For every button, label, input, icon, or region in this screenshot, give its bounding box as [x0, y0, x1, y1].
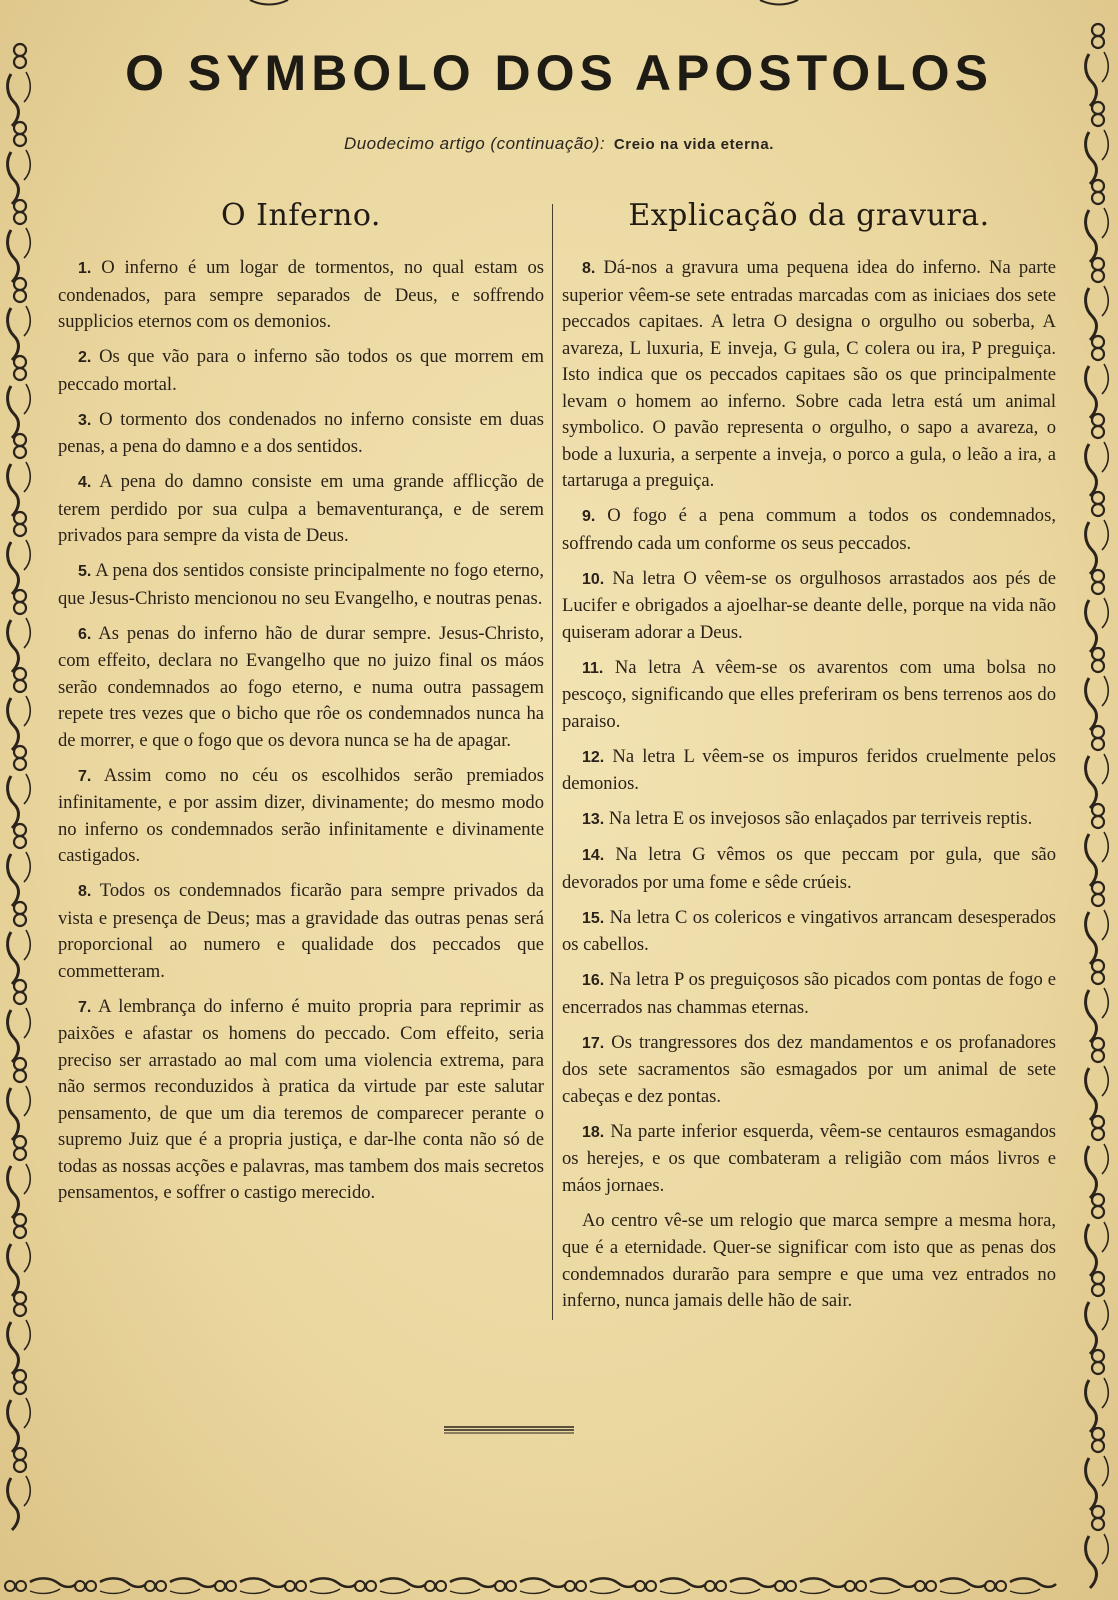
paragraph-text: Ao centro vê-se um relogio que marca sempre a mesma hora, que é a eternidade. Quer-se significar com isto que as penas dos condemnados durarão para sempre e que uma vez entrados no inferno, nunca jamais delle hão de sair.	[562, 1209, 1056, 1311]
paragraph	[562, 1119, 1056, 1200]
paragraph	[58, 621, 544, 755]
paragraph-number: 13.	[582, 811, 605, 828]
subtitle	[0, 134, 1118, 154]
right-heading: Explicação da gravura.	[628, 198, 990, 233]
paragraph-number: 3.	[78, 411, 92, 429]
paragraph-text: Na parte inferior esquerda, vêem-se centauros esmagandos os herejes, e os que combateram a religião com máos livros e máos jornaes.	[562, 1120, 1057, 1196]
paragraph-number: 14.	[582, 847, 605, 864]
paragraph-text: Na letra P os preguiçosos são picados com pontas de fogo e encerrados nas chammas eternas.	[562, 969, 1056, 1018]
paragraph	[58, 344, 544, 398]
paragraph-number: 10.	[582, 570, 605, 588]
paragraph-text: Na letra C os colericos e vingativos arrancam desesperados os cabellos.	[562, 906, 1057, 955]
paragraph-number: 12.	[582, 748, 605, 766]
paragraph-text: A pena do damno consiste em uma grande afflicção de terem perdido por sua culpa a bemaventurança, e de serem privados para sempre da vista de Deus.	[58, 471, 545, 546]
paragraph-number: 1.	[78, 260, 92, 277]
paragraph-text: O tormento dos condenados no inferno consiste em duas penas, a pena do damno e a dos sentidos.	[58, 408, 545, 457]
paragraph-text: Na letra A vêem-se os avarentos com uma bolsa no pescoço, significando que elles preferiram os bens terrenos aos do paraiso.	[562, 656, 1056, 732]
paragraph	[562, 1030, 1056, 1111]
paragraph-text: Os que vão para o inferno são todos os que morrem em peccado mortal.	[58, 346, 544, 395]
subtitle-article: Creio na vida eterna.	[613, 136, 775, 153]
paragraph	[562, 655, 1056, 736]
paragraph-text: Na letra E os invejosos são enlaçados par terriveis reptis.	[608, 808, 1033, 829]
paragraph-text: O inferno é um logar de tormentos, no qual estam os condenados, para sempre separados de Deus, e soffrendo supplicios eternos com os demonios.	[58, 257, 544, 332]
end-rule	[444, 1424, 574, 1436]
bottom-border-chain	[5, 1578, 1056, 1593]
paragraph-number: 17.	[582, 1034, 605, 1052]
paragraph-number: 7.	[78, 998, 92, 1016]
paragraph	[562, 566, 1056, 647]
paragraph-text: Dá-nos a gravura uma pequena idea do inferno. Na parte superior vêem-se sete entradas marcadas com as iniciaes dos sete peccados capitaes. A letra O designa o orgulho ou soberba, A avareza, L luxuria, E inveja, G gula, C colera ou ira, P preguiça. Isto indica que os peccados capitaes são os que principalmente levam o homem ao inferno. Sobre cada letra está um animal symbolico. O pavão representa o orgulho, o sapo a avareza, o bode a luxuria, a serpente a inveja, o porco a gula, o leão a ira, a tartaruga a preguiça.	[562, 257, 1056, 491]
paragraph	[58, 469, 544, 550]
paragraph-number: 18.	[582, 1123, 605, 1141]
paragraph-number: 16.	[582, 972, 605, 989]
paragraph-text: A pena dos sentidos consiste principalmente no fogo eterno, que Jesus-Christo mencionou no seu Evangelho, e noutras penas.	[58, 560, 544, 609]
paragraph-number: 8.	[582, 260, 596, 277]
paragraph-number: 9.	[582, 508, 596, 525]
left-column	[58, 198, 544, 1215]
paragraph	[562, 1208, 1056, 1315]
paragraph-number: 7.	[78, 767, 92, 785]
paragraph-text: Na letra G vêmos os que peccam por gula, que são devorados por uma fome e sêde crúeis.	[562, 844, 1056, 893]
paragraph	[562, 842, 1056, 896]
paragraph	[562, 503, 1056, 557]
paragraph-number: 8.	[78, 883, 92, 900]
paragraph-text: Na letra L vêem-se os impuros feridos cruelmente pelos demonios.	[562, 745, 1056, 794]
paragraph-number: 2.	[78, 349, 92, 366]
paragraph	[58, 763, 544, 870]
column-divider	[552, 204, 553, 1320]
paragraph-number: 11.	[582, 659, 604, 677]
paragraph-text: Os trangressores dos dez mandamentos e os profanadores dos sete sacramentos são esmagados por um animal de sete cabeças e dez pontas.	[562, 1031, 1056, 1107]
paragraph-text: Todos os condemnados ficarão para sempre privados da vista e presença de Deus; mas a gravidade das outras penas será proporcional ao numero e qualidade dos peccados que commetteram.	[58, 880, 545, 982]
paragraph-number: 15.	[582, 909, 605, 927]
left-border-chain	[8, 44, 31, 1530]
paragraph-text: Na letra O vêem-se os orgulhosos arrastados aos pés de Lucifer e obrigados a ajoelhar-se deante delle, porque na vida não quiseram adorar a Deus.	[562, 567, 1056, 643]
paragraph	[562, 806, 1056, 834]
paragraph-number: 4.	[78, 474, 92, 491]
paragraph-text: Assim como no céu os escolhidos serão premiados infinitamente, e por assim dizer, divinamente; do mesmo modo no inferno os condemnados serão infinitamente e divinamente castigados.	[58, 764, 544, 866]
paragraph	[58, 994, 544, 1207]
paragraph-text: O fogo é a pena commum a todos os condemnados, soffrendo cada um conforme os seus peccados.	[562, 505, 1056, 554]
paragraph-text: As penas do inferno hão de durar sempre. Jesus-Christo, com effeito, declara no Evangelho que no juizo final os máos serão condemnados ao fogo eterno, e numa outra passagem repete tres vezes que o bicho que rôe os condemnados nunca ha de morrer, e que o fogo que os devora nunca se ha de apagar.	[58, 622, 545, 751]
subtitle-lead: Duodecimo artigo (continuação):	[343, 134, 606, 153]
paragraph-number: 6.	[78, 625, 92, 643]
right-border-chain	[1086, 24, 1109, 1588]
page-title: O SYMBOLO DOS APOSTOLOS	[125, 45, 993, 101]
paragraph-number: 5.	[78, 563, 92, 580]
top-border-remnant	[250, 0, 798, 5]
paragraph	[562, 744, 1056, 798]
paragraph	[58, 407, 544, 461]
paragraph	[562, 905, 1056, 959]
paragraph	[58, 878, 544, 985]
right-column	[562, 198, 1056, 1323]
left-heading: O Inferno.	[221, 198, 381, 233]
paragraph	[58, 255, 544, 336]
paragraph-text: A lembrança do inferno é muito propria para reprimir as paixões e afastar os homens do peccado. Com effeito, seria preciso ser arrastado ao mal com uma violencia extrema, para não sermos reconduzidos à pratica da virtude par este salutar pensamento, de que um dia teremos de comparecer perante o supremo Juiz que é a propria justiça, e dar-lhe conta não só de todas as nossas acções e palavras, mas tambem dos mais secretos pensamentos, e soffrer o castigo merecido.	[58, 995, 545, 1203]
paragraph	[562, 255, 1056, 495]
paragraph	[58, 558, 544, 612]
paragraph	[562, 967, 1056, 1021]
